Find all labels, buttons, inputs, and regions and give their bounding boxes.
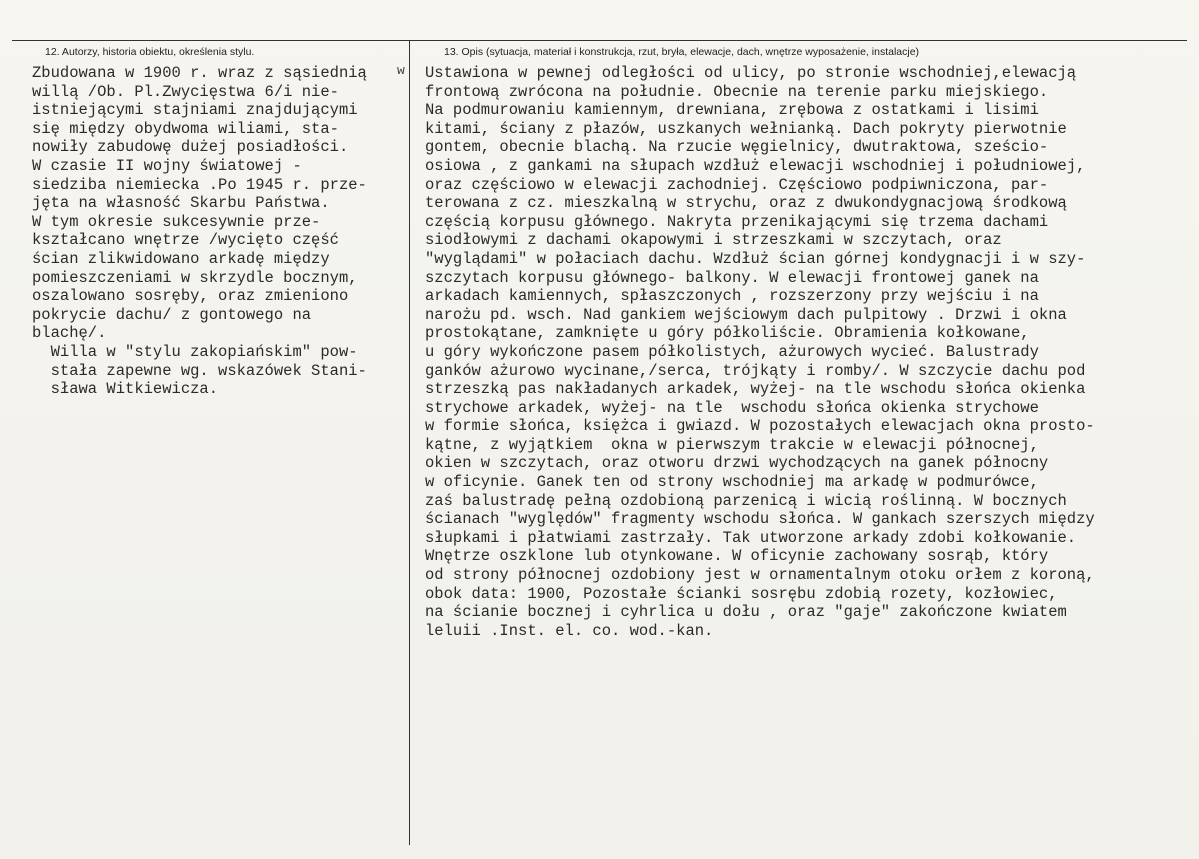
description-line: kątne, z wyjątkiem okna w pierwszym trakcie w elewacji północnej,	[425, 435, 1039, 454]
description-line: szczytach korpusu głównego- balkony. W elewacji frontowej ganek na	[425, 268, 1039, 287]
history-line: pokrycie dachu/ z gontowego na	[32, 305, 312, 324]
description-line: ścianach "wyględów" fragmenty wschodu słońca. W gankach szerszych między	[425, 510, 1095, 529]
description-line: oraz częściowo w elewacji zachodniej. Częściowo podpiwniczona, par-	[425, 175, 1049, 194]
description-text	[425, 64, 1095, 640]
history-line: W czasie II wojny światowej -	[32, 156, 302, 175]
description-line: siodłowymi z dachami okapowymi i strzeszkami w szczytach, oraz	[425, 231, 1002, 250]
margin-annotation: w	[397, 63, 405, 78]
history-line: istniejącymi stajniami znajdującymi	[32, 101, 358, 120]
description-line: częścią korpusu głównego. Nakryta przenikającymi się trzema dachami	[425, 212, 1049, 231]
description-line: gontem, obecnie blachą. Na rzucie węgielnicy, dwutraktowa, sześcio-	[425, 138, 1049, 157]
description-line: Ustawiona w pewnej odległości od ulicy, po stronie wschodniej,elewacją	[425, 64, 1077, 82]
description-line: u góry wykończone pasem półkolistych, ażurowych wycieć. Balustrady	[425, 342, 1039, 361]
description-line: strychowe arkadek, wyżej- na tle wschodu słońca okienka strychowe	[425, 398, 1039, 417]
history-line: ścian zlikwidowano arkadę między	[32, 249, 330, 268]
description-line: w oficynie. Ganek ten od strony wschodniej ma arkadę w podmurówce,	[425, 473, 1039, 492]
history-line: nowiły zabudowę dużej posiadłości.	[32, 138, 349, 157]
history-line: sława Witkiewicza.	[32, 380, 219, 399]
column-divider	[409, 41, 410, 845]
history-line: willą /Ob. Pl.Zwycięstwa 6/i nie-	[32, 82, 339, 101]
description-line: osiowa , z gankami na słupach wzdłuż elewacji wschodniej i południowej,	[425, 156, 1086, 175]
history-line: stała zapewne wg. wskazówek Stani-	[32, 361, 367, 380]
history-line: Zbudowana w 1900 r. wraz z sąsiednią	[32, 64, 367, 82]
description-line: od strony północnej ozdobiony jest w ornamentalnym otoku orłem z koroną,	[425, 566, 1095, 585]
header-rule	[12, 40, 1187, 41]
description-line: "wyglądami" w połaciach dachu. Wzdłuż ścian górnej kondygnacji i w szy-	[425, 249, 1086, 268]
description-line: zaś balustradę pełną ozdobioną parzenicą i wicią roślinną. W bocznych	[425, 491, 1067, 510]
description-line: terowana z cz. mieszkalną w strychu, oraz z dwukondygnacjową środkową	[425, 194, 1067, 213]
description-line: obok data: 1900, Pozostałe ścianki sosrębu zdobią rozety, kozłowiec,	[425, 584, 1058, 603]
description-line: słupkami i płatwiami zastrzały. Tak utworzone arkady zdobi kołkowanie.	[425, 528, 1077, 547]
history-line: jęta na własność Skarbu Państwa.	[32, 194, 330, 213]
description-line: na ścianie bocznej i cyhrlica u dołu , oraz "gaje" zakończone kwiatem	[425, 603, 1067, 622]
section-13-header: 13. Opis (sytuacja, materiał i konstrukcja, rzut, bryła, elewacje, dach, wnętrze wyposażenie, instalacje)	[444, 46, 920, 58]
history-line: pomieszczeniami w skrzydle bocznym,	[32, 268, 358, 287]
description-line: strzeszką pas nakładanych arkadek, wyżej- na tle wschodu słońca okienka	[425, 380, 1086, 399]
description-line: Wnętrze oszklone lub otynkowane. W oficynie zachowany sosrąb, który	[425, 547, 1049, 566]
description-line: frontową zwrócona na południe. Obecnie na terenie parku miejskiego.	[425, 82, 1049, 101]
history-line: oszalowano sosręby, oraz zmieniono	[32, 287, 349, 306]
description-line: okien w szczytach, oraz otworu drzwi wychodzących na ganek północny	[425, 454, 1049, 473]
description-line: prostokątane, zamknięte u góry półkoliście. Obramienia kołkowane,	[425, 324, 1030, 343]
history-line: się między obydwoma wiliami, sta-	[32, 119, 339, 138]
history-line: siedziba niemiecka .Po 1945 r. prze-	[32, 175, 367, 194]
description-line: Na podmurowaniu kamiennym, drewniana, zrębowa z ostatkami i lisimi	[425, 101, 1039, 120]
history-line: Willa w "stylu zakopiańskim" pow-	[32, 342, 358, 361]
description-line: kitami, ściany z płazów, uszkanych wełnianką. Dach pokryty pierwotnie	[425, 119, 1067, 138]
history-line: blachę/.	[32, 324, 107, 343]
description-line: w formie słońca, księżca i gwiazd. W pozostałych elewacjach okna prosto-	[425, 417, 1095, 436]
history-text	[32, 64, 367, 399]
description-line: ganków ażurowo wycinane,/serca, trójkąty i romby/. W szczycie dachu pod	[425, 361, 1086, 380]
description-line: narożu pd. wsch. Nad gankiem wejściowym dach pulpitowy . Drzwi i okna	[425, 305, 1067, 324]
section-12-header: 12. Autorzy, historia obiektu, określenia stylu.	[45, 46, 255, 58]
history-line: W tym okresie sukcesywnie prze-	[32, 212, 321, 231]
description-line: arkadach kamiennych, spłaszczonych , rozszerzony przy wejściu i na	[425, 287, 1039, 306]
description-line: leluii .Inst. el. co. wod.-kan.	[425, 621, 714, 640]
history-line: kształcano wnętrze /wycięto część	[32, 231, 339, 250]
